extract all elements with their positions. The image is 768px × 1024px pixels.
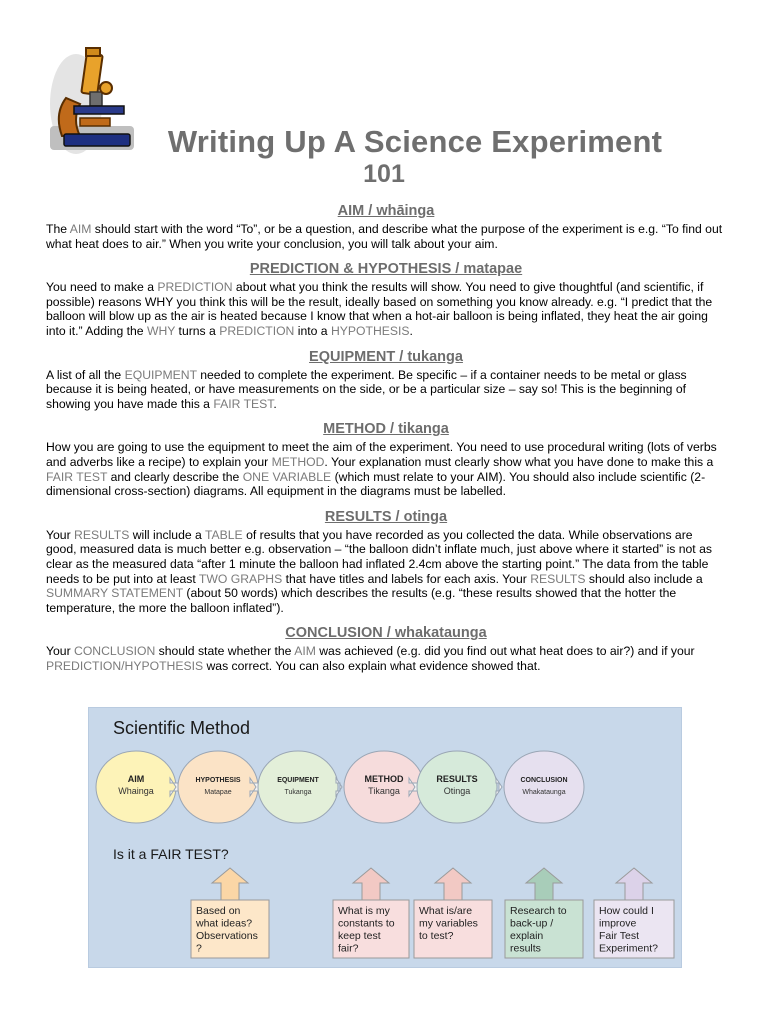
question-box-line: results [510,942,541,955]
question-box-line: What is my [338,905,390,917]
question-box-line: Experiment? [599,942,658,955]
step-sublabel: Matapae [204,789,232,796]
step-circle [258,751,338,823]
section-conclusion [46,624,726,673]
section-aim [46,202,726,251]
question-box-line: improve [599,917,637,930]
step-sublabel: Tukanga [284,789,312,796]
question-box-line: to test? [419,930,454,942]
section-prediction [46,260,726,338]
question-box-line: Based on [196,905,241,917]
step-sublabel: Tikanga [368,786,400,796]
box-arrow [616,868,652,900]
box-arrow [526,868,562,900]
step-circle [178,751,258,823]
question-box-line: How could I [599,905,654,917]
paragraph-prediction: You need to make a PREDICTION about what you think the results will show. You need to give thoughtful (and scientific, if possible) reasons WHY you think this will be the result, ideally based on something you know already. e.g. “I predict that the balloon will blow up as the air is heated because I know that when a hot-air balloon is being inflated, they heat the air going into it.” Adding the WHY turns a PREDICTION into a HYPOTHESIS. [46,280,713,338]
step-sublabel: Whakataunga [522,789,566,796]
question-box-line: Fair Test [599,930,640,942]
heading-method: METHOD / tikanga [323,421,449,438]
heading-prediction: PREDICTION & HYPOTHESIS / matapae [249,261,523,278]
question-box-line: ? [196,942,202,955]
step-label: HYPOTHESIS [195,777,241,784]
section-equipment [46,348,726,412]
heading-results: RESULTS / otinga [324,508,448,525]
scientific-method-diagram [88,707,682,968]
heading-equipment: EQUIPMENT / tukanga [309,348,463,365]
question-box-line: keep test [338,930,381,942]
step-label: EQUIPMENT [277,777,319,784]
diagram-title: Scientific Method [113,718,251,738]
box-arrow [435,868,471,900]
diagram-canvas [89,708,681,967]
step-sublabel: Otinga [443,786,471,796]
step-label: AIM [127,774,145,784]
question-box-line: my variables [419,917,478,930]
content [46,202,726,673]
paragraph-equipment: A list of all the EQUIPMENT needed to complete the experiment. Be specific – if a container needs to be metal or glass because it is being heated, or have measurements on the side, or be a particular size – say so! This is the beginning of showing you have made this a FAIR TEST. [46,367,687,411]
step-label: CONCLUSION [520,777,568,784]
fair-test-question: Is it a FAIR TEST? [113,846,229,862]
question-box-line: Observations [196,930,258,942]
question-box-line: fair? [338,942,359,955]
question-box-line: explain [510,930,544,942]
step-circle [504,751,584,823]
page-title: Writing Up A Science Experiment [167,124,663,159]
paragraph-conclusion: Your CONCLUSION should state whether the AIM was achieved (e.g. did you find out what heat does to air?) and if your PREDICTION/HYPOTHESIS was correct. You can also explain what evidence showed that. [46,644,695,673]
section-results [46,508,726,616]
section-method [46,420,726,498]
question-box-line: What is/are [419,905,473,917]
question-box-line: Research to [510,905,567,917]
box-arrow [212,868,248,900]
question-box-line: back-up / [510,917,554,930]
paragraph-results: Your RESULTS will include a TABLE of results that you have recorded as you collected the data. While observations are good, measured data is much better e.g. observation – “the balloon didn’t inflate much, just above where it started” is not as clear as the measured data “after 1 minute the balloon had inflated 2.4cm above the starting point.” The data from the table needs to be put into at least TWO GRAPHS that have titles and labels for each axis. Your RESULTS should also include a SUMMARY STATEMENT (about 50 words) which describes the results (e.g. “these results showed that the hotter the temperature, the more the balloon inflated”). [46,527,712,615]
page-subtitle: 101 [363,160,405,188]
paragraph-aim: The AIM should start with the word “To”, or be a question, and describe what the purpose of the experiment is e.g. “To find out what heat does to air.” When you write your conclusion, you will talk about your aim. [46,222,723,251]
step-sublabel: Whainga [118,786,154,796]
step-label: RESULTS [436,774,478,784]
step-label: METHOD [364,774,404,784]
question-box-line: what ideas? [196,917,253,930]
heading-conclusion: CONCLUSION / whakataunga [285,625,487,642]
heading-aim: AIM / whāinga [337,203,435,219]
question-box-line: constants to [338,917,395,930]
paragraph-method: How you are going to use the equipment to meet the aim of the experiment. You need to use procedural writing (lots of verbs and adverbs like a recipe) to explain your METHOD. Your explanation must clearly show what you have done to make this a FAIR TEST and clearly describe the ONE VARIABLE (which must relate to your AIM). You should also include scientific (2-dimensional cross-section) diagrams. All equipment in the diagrams must be labelled. [46,440,717,499]
box-arrow [353,868,389,900]
